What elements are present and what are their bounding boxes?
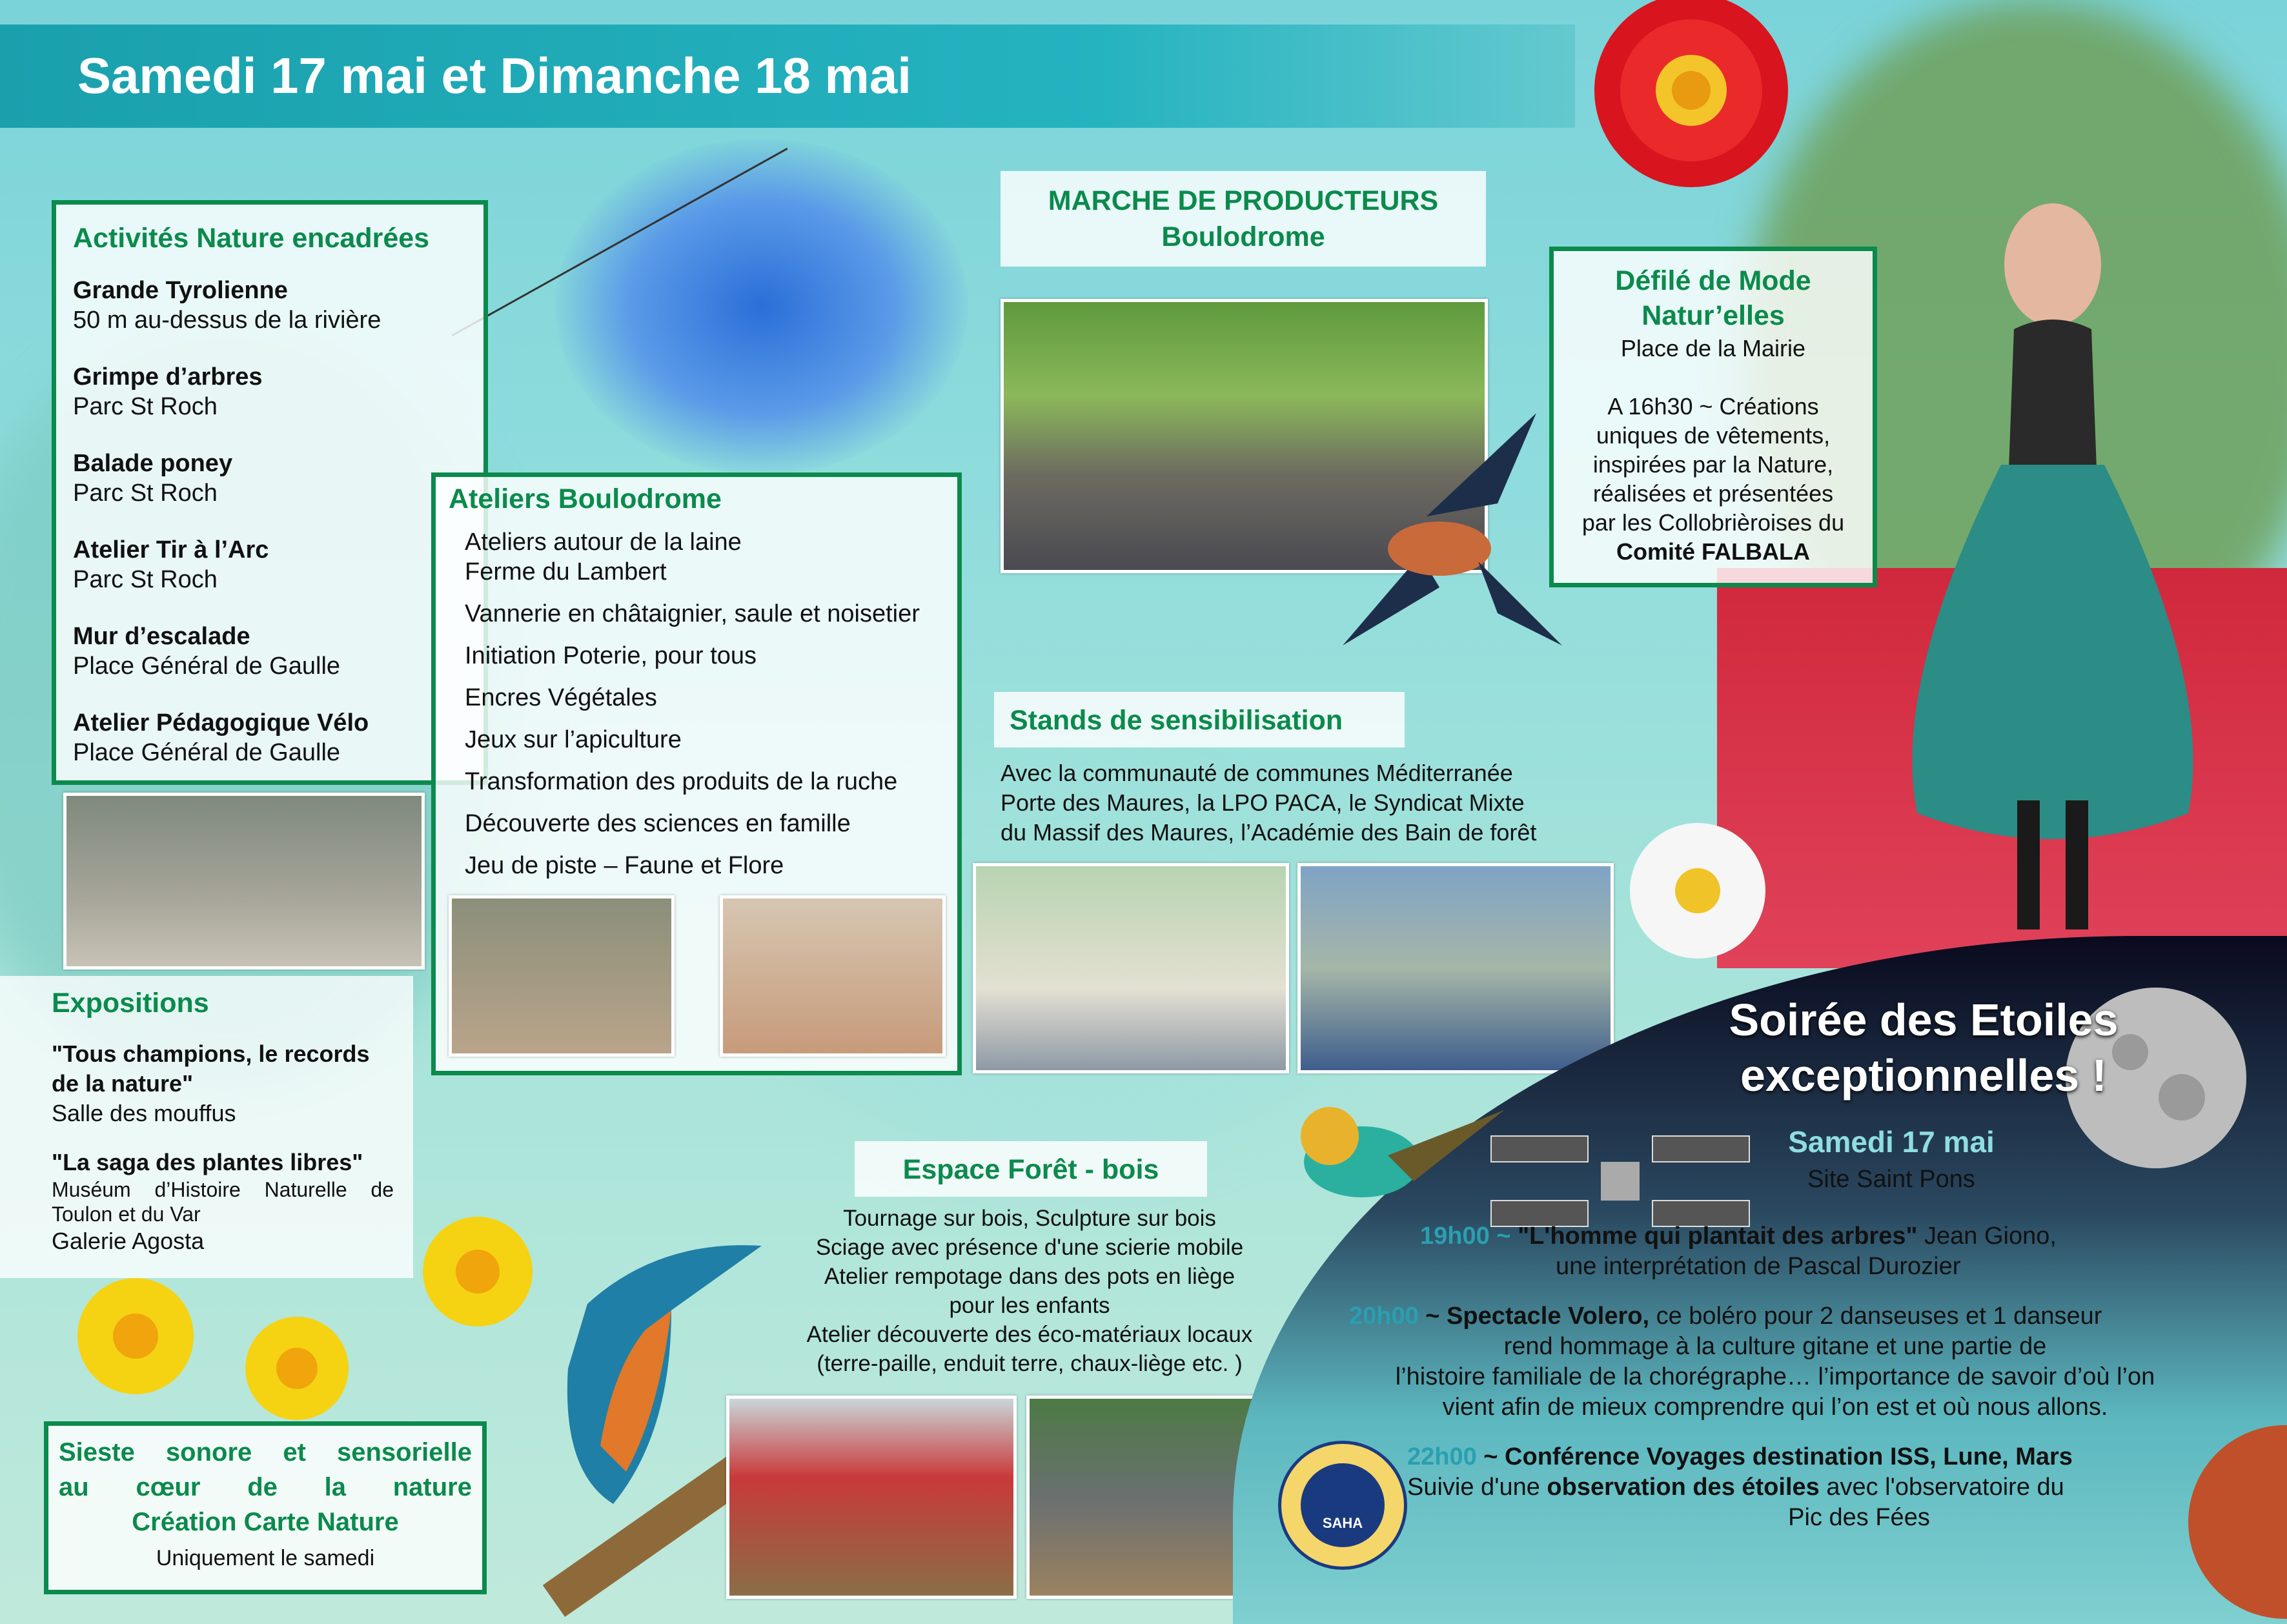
atelier-item: Initiation Poterie, pour tous xyxy=(465,642,757,669)
ateliers-box xyxy=(431,472,962,1075)
event-text: vient afin de mieux comprendre qui l’on est et où nous allons. xyxy=(1442,1394,2108,1421)
atelier-item: Vannerie en châtaignier, saule et noisetier xyxy=(465,600,920,627)
foret-line: Atelier rempotage dans des pots en liège xyxy=(824,1264,1235,1289)
defile-description xyxy=(1554,392,1873,566)
foret-line: pour les enfants xyxy=(949,1293,1110,1318)
ateliers-title: Ateliers Boulodrome xyxy=(449,483,722,514)
defile-line: par les Collobrièroises du xyxy=(1581,509,1845,536)
defile-line: uniques de vêtements, xyxy=(1596,422,1831,449)
soiree-site: Site Saint Pons xyxy=(1807,1166,1975,1193)
stands-description xyxy=(1001,758,1598,848)
atelier-item: Encres Végétales xyxy=(465,684,657,711)
foret-line: Atelier découverte des éco-matériaux locaux xyxy=(806,1322,1253,1347)
zipline-cable xyxy=(452,142,788,349)
event-text: Suivie d'une xyxy=(1407,1474,1547,1501)
defile-strong: Comité FALBALA xyxy=(1616,538,1810,565)
event-text: Pic des Fées xyxy=(1788,1504,1930,1531)
expo-title: de la nature" xyxy=(52,1070,194,1097)
activite-place: Place Général de Gaulle xyxy=(73,653,341,680)
activite-name: Mur d’escalade xyxy=(73,623,250,650)
logo-center-text: SAHA xyxy=(1322,1515,1363,1531)
defile-line: A 16h30 ~ Créations xyxy=(1607,393,1819,420)
event-title: ~ Spectacle Volero, xyxy=(1418,1303,1650,1330)
expositions-title: Expositions xyxy=(52,988,209,1019)
defile-title-1: Défilé de Mode xyxy=(1615,265,1811,296)
atelier-item: Jeu de piste – Faune et Flore xyxy=(465,852,784,879)
activite-place: 50 m au-dessus de la rivière xyxy=(73,307,381,334)
expo-title: "Tous champions, le records xyxy=(52,1040,370,1067)
event-22h xyxy=(1343,1442,2246,1472)
expo-subtitle: Toulon et du Var xyxy=(52,1203,201,1226)
activite-name: Grande Tyrolienne xyxy=(73,277,288,304)
ateliers-list xyxy=(465,527,920,880)
defile-title-2: Natur’elles xyxy=(1642,300,1785,331)
event-title: ~ Conférence Voyages destination ISS, Lune, Mars xyxy=(1476,1443,2073,1470)
atelier-item: Ferme du Lambert xyxy=(465,558,667,585)
observatory-logo xyxy=(1278,1441,1407,1570)
event-text: rend hommage à la culture gitane et une partie de xyxy=(1503,1333,2047,1360)
activite-place: Parc St Roch xyxy=(73,566,218,593)
swallow-bird-image xyxy=(1330,400,1575,704)
defile-line: inspirées par la Nature, xyxy=(1592,451,1834,478)
event-text: ce boléro pour 2 danseuses et 1 danseur xyxy=(1649,1303,2102,1330)
event-text: une interprétation de Pascal Durozier xyxy=(1556,1253,1961,1280)
defile-place: Place de la Mairie xyxy=(1620,335,1806,361)
marche-title: MARCHE DE PRODUCTEURS xyxy=(1048,185,1439,216)
atelier-item: Transformation des produits de la ruche xyxy=(465,768,898,795)
sieste-line-2: au cœur de la nature xyxy=(59,1473,472,1501)
soiree-program xyxy=(1343,1221,2246,1533)
activite-place: Parc St Roch xyxy=(73,480,218,507)
event-strong: observation des étoiles xyxy=(1547,1474,1820,1501)
stand-photo-2 xyxy=(1297,863,1614,1073)
sieste-line-1: Sieste sonore et sensorielle xyxy=(59,1438,472,1467)
event-text: l’histoire familiale de la chorégraphe… l’importance de savoir d’où l’on xyxy=(1395,1363,2155,1390)
soiree-date: Samedi 17 mai xyxy=(1788,1125,1995,1159)
woodturning-photo xyxy=(726,1396,1017,1599)
activite-place: Parc St Roch xyxy=(73,393,218,420)
stands-line: Porte des Maures, la LPO PACA, le Syndicat Mixte xyxy=(1001,789,1525,816)
event-time: 20h00 xyxy=(1349,1303,1419,1330)
red-flower-image xyxy=(1543,0,1840,213)
expo-title: "La saga des plantes libres" xyxy=(52,1149,363,1175)
sieste-note: Uniquement le samedi xyxy=(156,1546,375,1570)
event-time: 22h00 xyxy=(1407,1443,1477,1470)
marche-box xyxy=(1001,171,1486,267)
defile-box xyxy=(1549,247,1877,587)
foret-line: Sciage avec présence d'une scierie mobile xyxy=(815,1235,1244,1260)
event-19h xyxy=(1343,1221,2246,1252)
atelier-item: Découverte des sciences en famille xyxy=(465,810,851,837)
fashion-model-image xyxy=(1840,168,2253,949)
activite-name: Grimpe d’arbres xyxy=(73,363,263,391)
observatory-logo-inner xyxy=(1301,1463,1385,1547)
expo-place: Salle des mouffus xyxy=(52,1100,236,1126)
activite-place: Place Général de Gaulle xyxy=(73,739,341,766)
soiree-title-2: exceptionnelles ! xyxy=(1740,1050,2107,1101)
event-22h-line2 xyxy=(1343,1472,2246,1503)
sieste-box xyxy=(44,1421,487,1594)
activites-title: Activités Nature encadrées xyxy=(73,223,430,254)
atelier-item: Jeux sur l’apiculture xyxy=(465,726,682,753)
stands-line: du Massif des Maures, l’Académie des Bain de forêt xyxy=(1001,819,1537,846)
event-text: Jean Giono, xyxy=(1917,1223,2057,1250)
activite-name: Atelier Pédagogique Vélo xyxy=(73,709,369,736)
activite-name: Atelier Tir à l’Arc xyxy=(73,536,269,563)
marche-subtitle: Boulodrome xyxy=(1161,221,1325,252)
event-time: 19h00 ~ xyxy=(1420,1223,1511,1250)
event-title: "L'homme qui plantait des arbres" xyxy=(1518,1223,1918,1250)
stands-title-box xyxy=(994,692,1405,747)
event-20h xyxy=(1343,1301,2246,1332)
event-text: avec l'observatoire du xyxy=(1819,1474,2064,1501)
activites-box xyxy=(52,200,488,785)
expo-subtitle: Muséum d’Histoire Naturelle de xyxy=(52,1178,394,1201)
foret-line: (terre-paille, enduit terre, chaux-liège etc. ) xyxy=(817,1351,1243,1376)
activites-list xyxy=(73,276,381,767)
page-title: Samedi 17 mai et Dimanche 18 mai xyxy=(77,47,911,104)
crafts-photo xyxy=(720,895,946,1057)
daisy-image xyxy=(1614,813,1782,968)
sieste-line-3: Création Carte Nature xyxy=(132,1508,399,1536)
foret-line: Tournage sur bois, Sculpture sur bois xyxy=(843,1206,1216,1231)
daffodils-image xyxy=(26,1175,555,1433)
stands-title: Stands de sensibilisation xyxy=(1010,705,1343,736)
soiree-title-1: Soirée des Etoiles xyxy=(1729,995,2119,1045)
bike-photo xyxy=(63,793,425,969)
defile-line: réalisées et présentées xyxy=(1592,480,1834,507)
foret-title-box xyxy=(855,1141,1207,1197)
children-photo xyxy=(449,895,675,1057)
stands-line: Avec la communauté de communes Méditerranée xyxy=(1001,760,1513,786)
foret-title: Espace Forêt - bois xyxy=(902,1154,1159,1185)
foret-description xyxy=(749,1204,1310,1378)
expo-place: Galerie Agosta xyxy=(52,1228,205,1254)
stand-photo-1 xyxy=(973,863,1289,1073)
activite-name: Balade poney xyxy=(73,450,233,477)
soiree-heading xyxy=(1614,994,2233,1101)
atelier-item: Ateliers autour de la laine xyxy=(465,529,742,556)
